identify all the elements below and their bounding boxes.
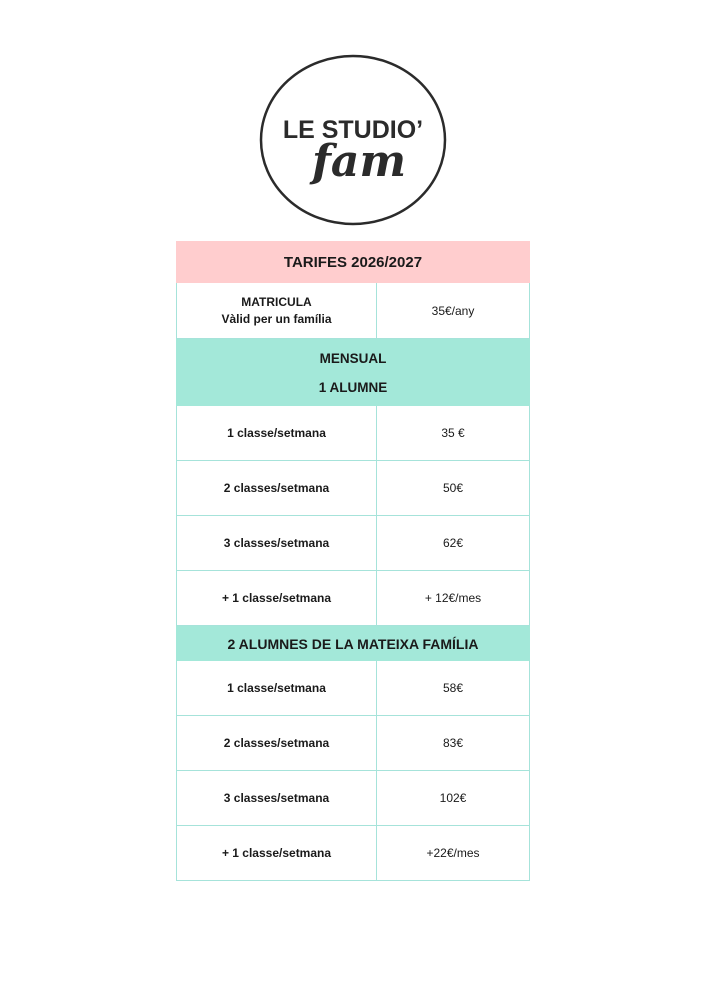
row-label: 1 classe/setmana xyxy=(176,661,377,716)
matricula-price: 35€/any xyxy=(377,283,530,339)
table-row xyxy=(176,771,530,826)
row-label: 3 classes/setmana xyxy=(176,516,377,571)
row-label: 2 classes/setmana xyxy=(176,716,377,771)
row-price: 83€ xyxy=(377,716,530,771)
logo-emblem xyxy=(259,54,447,226)
logo-script: fam xyxy=(312,136,406,187)
row-price: 50€ xyxy=(377,461,530,516)
matricula-label: MATRICULA xyxy=(241,295,312,309)
table-row xyxy=(176,283,530,339)
table-row xyxy=(176,461,530,516)
row-price: 35 € xyxy=(377,406,530,461)
row-label: 2 classes/setmana xyxy=(176,461,377,516)
row-price: + 12€/mes xyxy=(377,571,530,626)
table-row xyxy=(176,661,530,716)
row-label: + 1 classe/setmana xyxy=(176,571,377,626)
matricula-sublabel: Vàlid per un família xyxy=(221,312,332,326)
table-row xyxy=(176,516,530,571)
table-row xyxy=(176,406,530,461)
table-title: TARIFES 2026/2027 xyxy=(176,241,530,283)
row-price: 62€ xyxy=(377,516,530,571)
matricula-label-cell xyxy=(176,283,377,339)
section-subheading: 1 ALUMNE xyxy=(318,379,388,395)
price-table xyxy=(176,241,530,881)
row-price: 102€ xyxy=(377,771,530,826)
section-header-monthly xyxy=(176,339,530,406)
row-label: 1 classe/setmana xyxy=(176,406,377,461)
logo-wordmark: LE STUDIO’ xyxy=(282,116,424,144)
row-label: + 1 classe/setmana xyxy=(176,826,377,881)
studio-logo xyxy=(259,54,447,226)
table-row xyxy=(176,716,530,771)
row-price: 58€ xyxy=(377,661,530,716)
table-row xyxy=(176,571,530,626)
section-heading: MENSUAL xyxy=(319,350,387,366)
row-label: 3 classes/setmana xyxy=(176,771,377,826)
table-row xyxy=(176,826,530,881)
section-header-two-students: 2 ALUMNES DE LA MATEIXA FAMÍLIA xyxy=(176,626,530,661)
row-price: +22€/mes xyxy=(377,826,530,881)
